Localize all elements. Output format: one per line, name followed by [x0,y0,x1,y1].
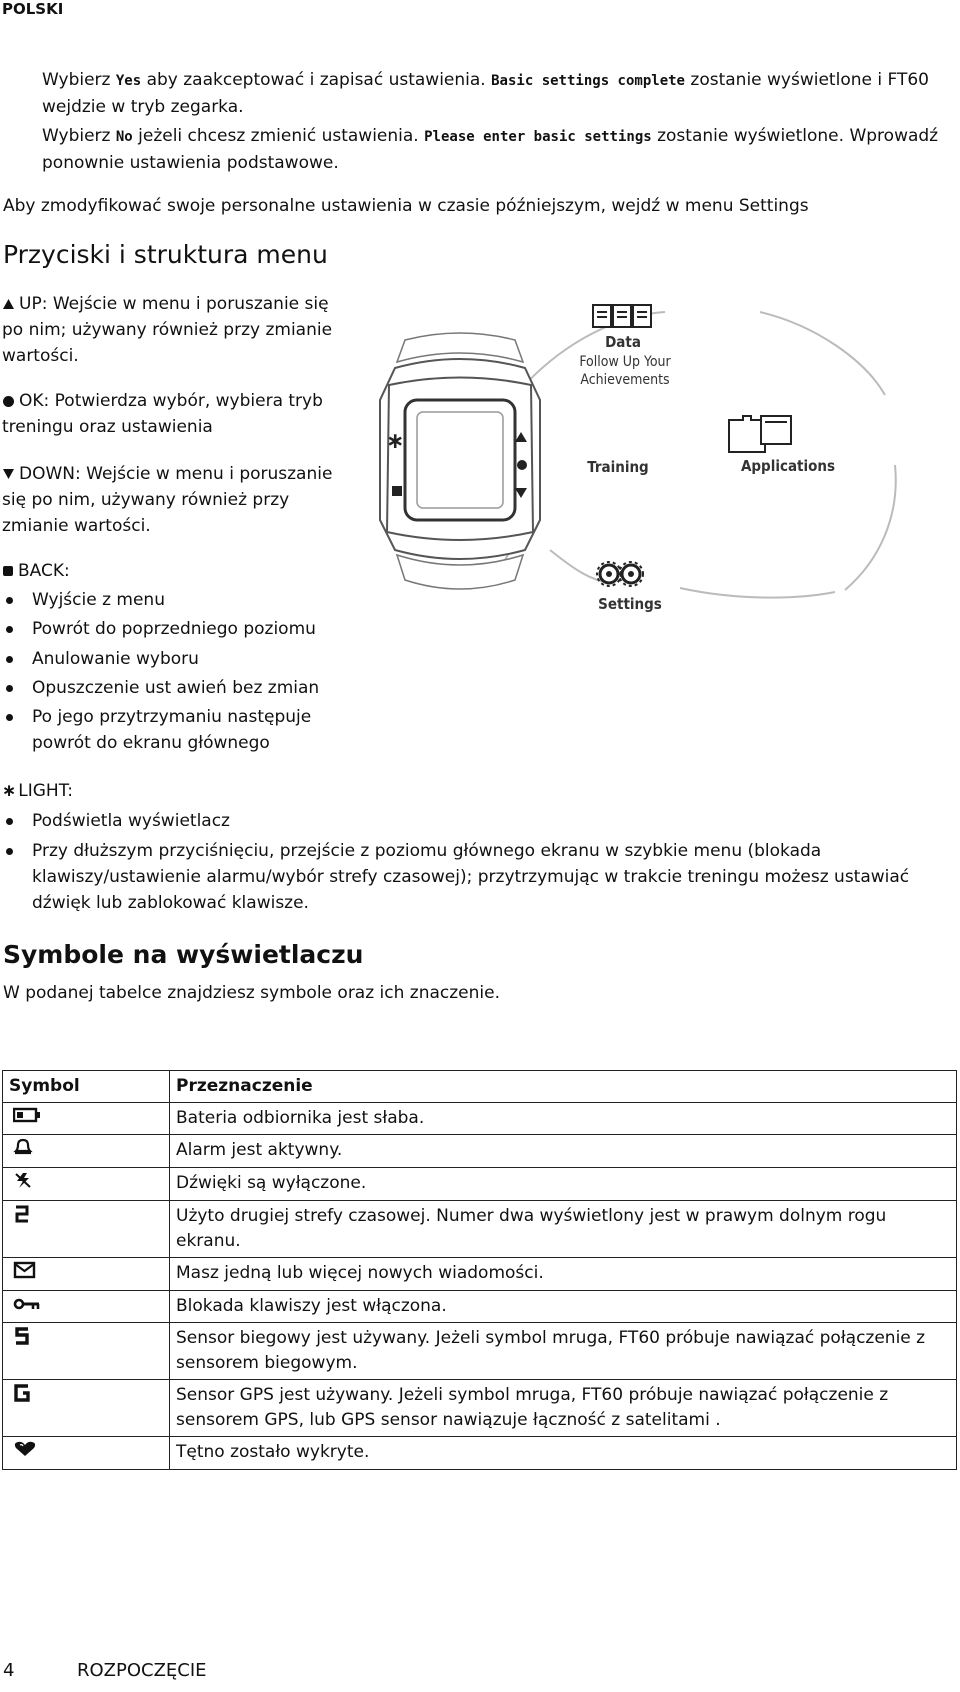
applications-label: Applications [740,457,836,475]
light-asterisk-icon: ∗ [2,781,17,801]
list-item: Po jego przytrzymaniu następuje powrót do ekranu głównego [32,704,352,756]
sound-off-icon [13,1171,33,1189]
intro-text: jeżeli chcesz zmienić ustawienia. [132,126,425,146]
settings-complete-text: Basic settings complete [491,73,685,89]
intro-text: zostanie wyświetlone i FT60 wejdzie w tryb zegarka. [42,70,929,117]
ok-text: OK: Potwierdza wybór, wybiera tryb treningu oraz ustawienia [2,391,323,437]
table-row [3,1201,957,1258]
up-text: UP: Wejście w menu i poruszanie się po nim; używany również przy zmianie wartości. [2,294,333,366]
gear-icon [597,562,643,586]
table-cell: Tętno zostało wykryte. [170,1437,957,1470]
table-cell: Sensor GPS jest używany. Jeżeli symbol mruga, FT60 próbuje nawiązać połączenie z sensorem GPS, lub GPS sensor nawiązuje łączność z satelitami . [170,1380,957,1437]
table-row [3,1103,957,1135]
list-item: Anulowanie wyboru [32,646,199,672]
intro-text: aby zaakceptować i zapisać ustawienia. [141,70,492,90]
table-row [3,1380,957,1437]
table-header-row [3,1071,957,1103]
time-zone-2-icon [13,1204,31,1224]
settings-label: Settings [598,595,662,613]
watch-menu-diagram [375,300,960,625]
down-button-description [2,461,347,539]
up-arrow-icon [2,298,15,310]
no-option-text: No [115,129,133,145]
list-item: Opuszczenie ust awień bez zmian [32,675,319,701]
data-label: Data [605,333,641,351]
meaning-column-header: Przeznaczenie [170,1071,957,1103]
light-button-label [2,778,73,804]
list-item: Przy dłuższym przyciśnięciu, przejście z poziomu głównego ekranu w szybkie menu (blokada klawiszy/ustawienie alarmu/wybór strefy czasowej); przytrzymując w trakcie treningu możesz ustawiać dźwięk lub zablokować klawisze. [32,838,932,916]
alarm-bell-icon [13,1138,33,1156]
page-number: 4 [3,1660,15,1681]
table-cell: Masz jedną lub więcej nowych wiadomości. [170,1258,957,1291]
training-label: Training [587,458,649,476]
stride-sensor-icon [13,1326,31,1346]
table-cell: Alarm jest aktywny. [170,1135,957,1168]
table-cell: Sensor biegowy jest używany. Jeżeli symbol mruga, FT60 próbuje nawiązać połączenie z sensorem biegowym. [170,1323,957,1380]
data-sublabel-2: Achievements [580,372,670,388]
ok-button-description [2,388,347,440]
table-cell: Użyto drugiej strefy czasowej. Numer dwa wyświetlony jest w prawym dolnym rogu ekranu. [170,1201,957,1258]
symbol-column-header: Symbol [3,1071,170,1103]
footer-section-title: ROZPOCZĘCIE [77,1660,207,1681]
symbols-intro: W podanej tabelce znajdziesz symbole oraz ich znaczenie. [3,983,501,1003]
envelope-icon [13,1261,37,1279]
buttons-section-title: Przyciski i struktura menu [3,240,328,269]
applications-icon [729,416,791,452]
yes-option-text: Yes [115,73,142,89]
watch-illustration [380,333,540,589]
list-item: Wyjście z menu [32,587,165,613]
menu-arc-bottom-right [680,588,835,598]
list-item: Podświetla wyświetlacz [32,808,230,834]
battery-low-icon [13,1107,41,1123]
intro-text: Wybierz [42,126,116,146]
table-row [3,1135,957,1168]
back-text: BACK: [18,561,70,581]
table-cell: Dźwięki są wyłączone. [170,1168,957,1201]
data-sublabel-1: Follow Up Your [579,354,671,370]
menu-arc-top-right [760,312,885,395]
intro-paragraph-2 [42,123,942,176]
key-icon [13,1297,41,1311]
list-item: Powrót do poprzedniego poziomu [32,616,316,642]
back-square-icon [2,565,14,577]
symbols-section-title: Symbole na wyświetlaczu [3,940,364,969]
intro-text: zostanie wyświetlone. Wprowadź ponownie ustawienia podstawowe. [42,126,939,173]
intro-paragraph-3: Aby zmodyfikować swoje personalne ustawienia w czasie późniejszym, wejdź w menu Settings [3,196,809,216]
table-row [3,1258,957,1291]
enter-settings-text: Please enter basic settings [424,129,652,145]
table-row [3,1291,957,1323]
table-row [3,1437,957,1470]
ok-dot-icon [2,395,15,408]
symbols-table [2,1070,957,1470]
menu-arc-right [845,465,896,590]
data-icon [593,305,651,327]
intro-paragraph-1 [42,67,942,120]
light-text: LIGHT: [18,781,73,801]
back-button-label [2,558,70,584]
language-label: POLSKI [2,0,64,18]
intro-text: Wybierz [42,70,116,90]
down-arrow-icon [2,468,15,480]
heart-icon [13,1440,37,1458]
table-row [3,1168,957,1201]
table-row [3,1323,957,1380]
down-text: DOWN: Wejście w menu i poruszanie się po nim, używany również przy zmianie wartości. [2,464,333,536]
table-cell: Blokada klawiszy jest włączona. [170,1291,957,1323]
svg-text:∗: ∗ [386,429,405,454]
table-cell: Bateria odbiornika jest słaba. [170,1103,957,1135]
gps-sensor-icon [13,1383,31,1403]
up-button-description [2,291,347,369]
